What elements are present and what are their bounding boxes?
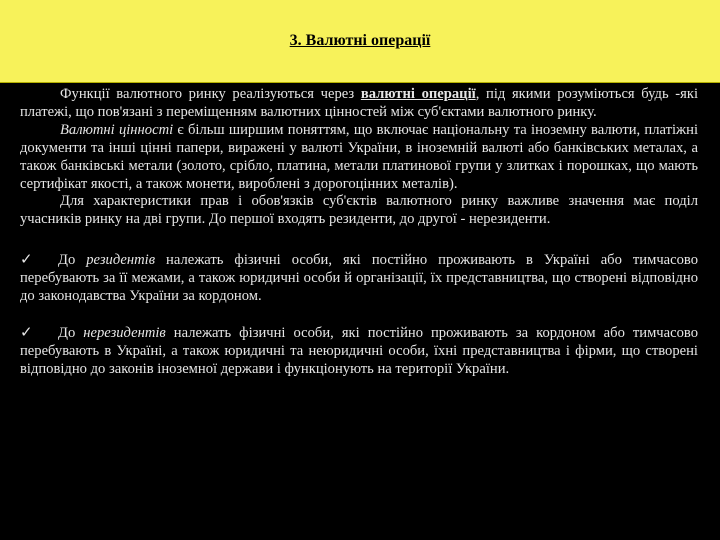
paragraph-text: , під якими розуміються будь -які платежі, що пов'язані з переміщенням валютних цінностей між суб'єктами валютного ринку.	[20, 86, 698, 120]
bullet-nonresidents	[20, 324, 698, 379]
bullet-text: належать фізичні особи, які постійно проживають в Україні або тимчасово перебувають за її межами, а також юридичні особи й організації, їх представництва, що створені відповідно до законодавства України за кордоном.	[20, 252, 698, 305]
term-currency-operations: валютні операції	[360, 86, 476, 102]
paragraph-market-participants: Для характеристики прав і обов'язків суб'єктів валютного ринку важливе значення має поділ учасників ринку на дві групи. До першої входять резиденти, до другої - нерезиденти.	[20, 193, 698, 228]
term-currency-values: Валютні цінності	[60, 121, 174, 138]
bullet-text: До	[58, 252, 87, 269]
check-icon: ✓	[20, 250, 33, 269]
term-nonresidents: нерезидентів	[83, 324, 166, 341]
paragraph-currency-values	[20, 122, 698, 194]
slide-content	[20, 86, 698, 379]
check-icon: ✓	[20, 322, 33, 341]
term-residents: резидентів	[86, 252, 156, 269]
paragraph-text: Функції валютного ринку реалізуються через	[60, 86, 361, 102]
slide-title: 3. Валютні операції	[289, 32, 431, 49]
paragraph-text: є більш ширшим поняттям, що включає національну та іноземну валюти, платіжні документи та інші цінні папери, виражені у валюті України, в іноземній валюті або банківських металах, а також банківські метали (золото, срібло, платина, метали платинової групи у злитках і порошках, що мають сертифікат якості, а також монети, вироблені з дорогоцінних металів).	[20, 121, 699, 192]
title-bar	[0, 0, 720, 83]
bullet-residents	[20, 251, 698, 306]
bullet-text: До	[58, 324, 84, 341]
bullet-text: належать фізичні особи, які постійно проживають за кордоном або тимчасово перебувають в Україні, а також юридичні та неюридичні особи, їхні представництва і фірми, що створені відповідно до законів іноземної держави і функціонують на території України.	[20, 324, 698, 377]
paragraph-currency-operations	[20, 86, 698, 122]
